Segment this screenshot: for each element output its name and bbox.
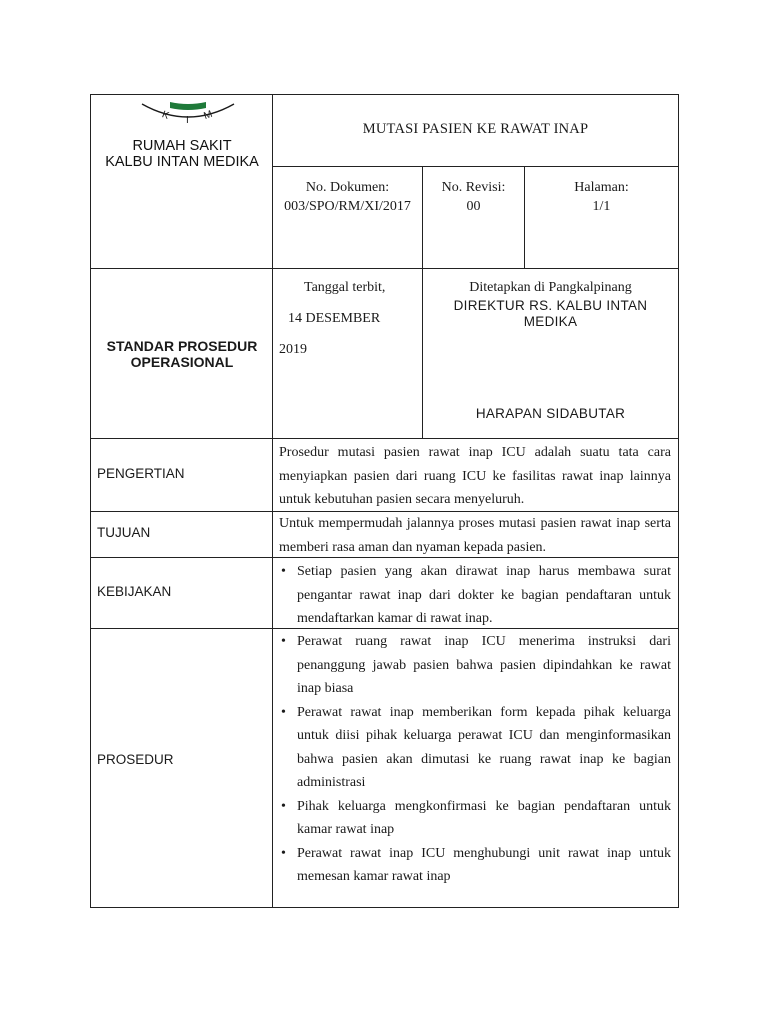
bullet-icon: •	[281, 845, 286, 861]
prosedur-list	[273, 630, 671, 889]
kebijakan-item	[273, 560, 671, 631]
director-title	[423, 298, 678, 330]
prosedur-item	[273, 842, 671, 889]
prosedur-label: PROSEDUR	[97, 752, 174, 767]
set-in-text: Ditetapkan di Pangkalpinang	[469, 280, 632, 295]
prosedur-item-text: Perawat ruang rawat inap ICU menerima instruksi dari penanggung jawab pasien bahwa pasien dipindahkan ke rawat inap biasa	[297, 634, 671, 696]
director-name: HARAPAN SIDABUTAR	[475, 406, 626, 421]
doc-number-value: 003/SPO/RM/XI/2017	[284, 199, 411, 214]
doc-number-label: No. Dokumen:	[305, 180, 390, 195]
pengertian-text: Prosedur mutasi pasien rawat inap ICU adalah suatu tata cara menyiapkan pasien dari ruang ICU ke fasilitas rawat inap lainnya untuk kebutuhan pasien secara menyeluruh.	[279, 445, 671, 507]
hospital-name	[92, 138, 272, 170]
hospital-name-line1: RUMAH SAKIT	[132, 138, 232, 154]
tujuan-label: TUJUAN	[97, 525, 151, 540]
bullet-icon: •	[281, 564, 286, 579]
director-title-line1: DIREKTUR RS. KALBU INTAN	[453, 298, 648, 313]
tujuan-text: Untuk mempermudah jalannya proses mutasi pasien rawat inap serta memberi rasa aman dan nyaman kepada pasien.	[279, 516, 671, 555]
logo-letter-i: I	[186, 115, 189, 126]
prosedur-item-text: Pihak keluarga mengkonfirmasi ke bagian pendaftaran untuk kamar rawat inap	[297, 798, 671, 837]
prosedur-item	[273, 630, 671, 701]
logo-letter-m: M	[202, 108, 214, 123]
director-title-line2: MEDIKA	[523, 314, 578, 329]
bullet-icon: •	[281, 704, 286, 720]
prosedur-item	[273, 701, 671, 795]
doc-number	[273, 178, 422, 216]
sop-label-line2: OPERASIONAL	[130, 354, 234, 370]
issue-label: Tanggal terbit,	[304, 280, 386, 295]
kebijakan-item-text: Setiap pasien yang akan dirawat inap harus membawa surat pengantar rawat inap dari dokter ke bagian pendaftaran untuk mendaftarkan kamar di rawat inap.	[297, 564, 671, 626]
sop-label	[92, 338, 272, 370]
prosedur-item-text: Perawat rawat inap memberikan form kepada pihak keluarga untuk diisi pihak keluarga perawat ICU dan menginformasikan bahwa pasien akan dimutasi ke ruang rawat inap ke bagian administrasi	[297, 704, 671, 790]
revision-label: No. Revisi:	[441, 180, 506, 195]
bullet-icon: •	[281, 798, 286, 814]
page-value: 1/1	[592, 199, 611, 214]
page-number	[525, 178, 678, 216]
logo-letter-k: K	[160, 109, 171, 122]
hospital-logo	[140, 96, 236, 136]
pengertian-label: PENGERTIAN	[97, 466, 185, 481]
bullet-icon: •	[281, 634, 286, 649]
prosedur-item	[273, 795, 671, 842]
hospital-name-line2: KALBU INTAN MEDIKA	[105, 154, 259, 170]
sop-label-line1: STANDAR PROSEDUR	[106, 338, 258, 354]
kebijakan-list	[273, 560, 671, 631]
page-label: Halaman:	[574, 180, 629, 195]
issue-date-line1: 14 DESEMBER	[288, 311, 381, 326]
document-title: MUTASI PASIEN KE RAWAT INAP	[362, 121, 589, 137]
prosedur-item-text: Perawat rawat inap ICU menghubungi unit rawat inap untuk memesan kamar rawat inap	[297, 845, 671, 884]
issue-date-line2: 2019	[279, 342, 307, 357]
revision-value: 00	[466, 199, 481, 214]
kebijakan-label: KEBIJAKAN	[97, 584, 172, 599]
revision	[423, 178, 524, 216]
